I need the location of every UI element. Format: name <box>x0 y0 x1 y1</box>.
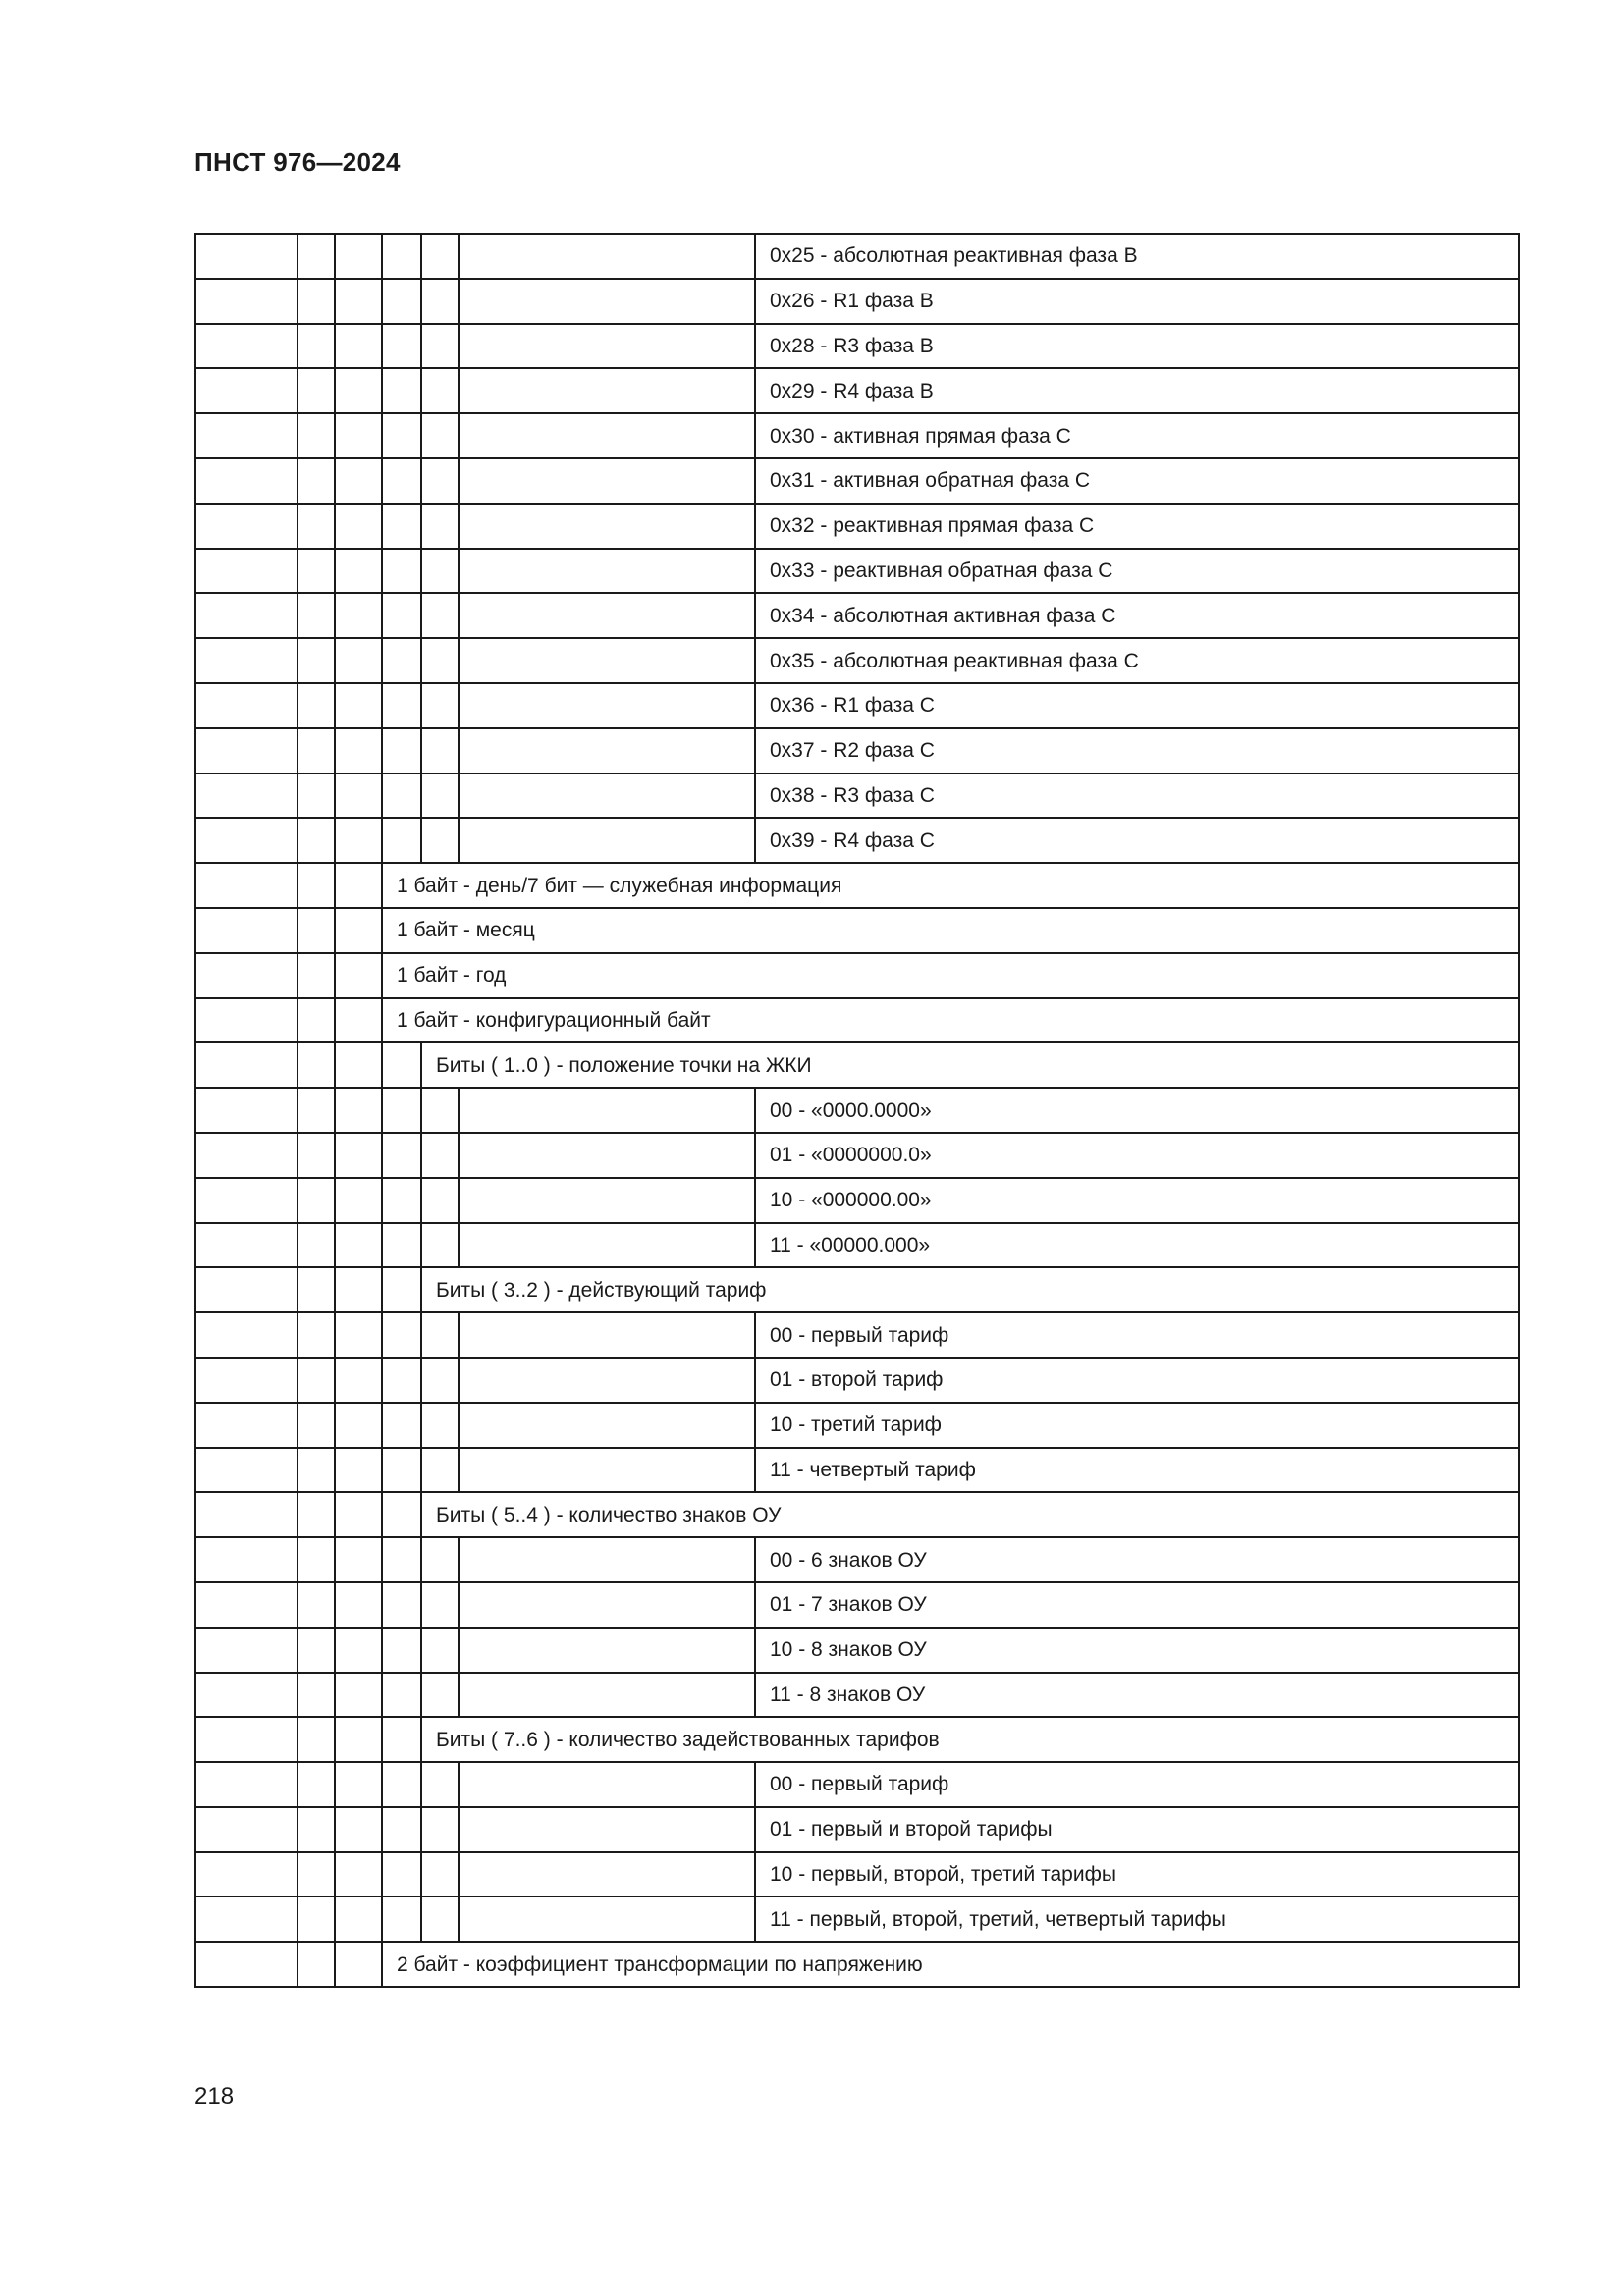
empty-cell <box>298 368 335 413</box>
empty-cell <box>459 1673 755 1718</box>
table-row <box>195 1403 1519 1448</box>
empty-cell <box>459 368 755 413</box>
byte-cell: 1 байт - год <box>382 953 1519 998</box>
empty-cell <box>421 728 459 774</box>
empty-cell <box>335 1312 382 1358</box>
empty-cell <box>382 774 421 819</box>
empty-cell <box>459 593 755 638</box>
empty-cell <box>459 504 755 549</box>
empty-cell <box>195 1312 298 1358</box>
empty-cell <box>382 549 421 594</box>
empty-cell <box>298 458 335 504</box>
empty-cell <box>459 818 755 863</box>
empty-cell <box>335 683 382 728</box>
empty-cell <box>195 1717 298 1762</box>
empty-cell <box>335 1942 382 1987</box>
table-row <box>195 1042 1519 1088</box>
empty-cell <box>195 1358 298 1403</box>
value-cell: 0x29 - R4 фаза B <box>755 368 1519 413</box>
empty-cell <box>298 1852 335 1897</box>
empty-cell <box>335 818 382 863</box>
empty-cell <box>195 908 298 953</box>
empty-cell <box>195 1628 298 1673</box>
empty-cell <box>195 1178 298 1223</box>
empty-cell <box>459 1358 755 1403</box>
empty-cell <box>298 1896 335 1942</box>
table-row <box>195 1942 1519 1987</box>
empty-cell <box>335 1042 382 1088</box>
empty-cell <box>421 1178 459 1223</box>
empty-cell <box>459 279 755 324</box>
empty-cell <box>298 234 335 279</box>
table-row <box>195 1896 1519 1942</box>
empty-cell <box>298 1942 335 1987</box>
value-cell: 11 - 8 знаков ОУ <box>755 1673 1519 1718</box>
empty-cell <box>298 1448 335 1493</box>
document-header: ПНСТ 976—2024 <box>194 147 401 177</box>
empty-cell <box>298 1223 335 1268</box>
value-cell: 0x30 - активная прямая фаза C <box>755 413 1519 458</box>
empty-cell <box>382 1223 421 1268</box>
empty-cell <box>298 1762 335 1807</box>
table-row <box>195 638 1519 683</box>
empty-cell <box>298 549 335 594</box>
table-row <box>195 549 1519 594</box>
empty-cell <box>335 234 382 279</box>
table-row <box>195 1492 1519 1537</box>
empty-cell <box>335 1852 382 1897</box>
empty-cell <box>195 279 298 324</box>
empty-cell <box>421 458 459 504</box>
empty-cell <box>298 1358 335 1403</box>
empty-cell <box>382 234 421 279</box>
empty-cell <box>195 1537 298 1582</box>
value-cell: 10 - третий тариф <box>755 1403 1519 1448</box>
empty-cell <box>195 863 298 908</box>
empty-cell <box>382 1267 421 1312</box>
empty-cell <box>335 638 382 683</box>
table-row <box>195 1628 1519 1673</box>
empty-cell <box>335 1403 382 1448</box>
empty-cell <box>335 593 382 638</box>
empty-cell <box>459 413 755 458</box>
empty-cell <box>195 458 298 504</box>
empty-cell <box>382 324 421 369</box>
empty-cell <box>195 683 298 728</box>
empty-cell <box>195 1403 298 1448</box>
empty-cell <box>195 1133 298 1178</box>
empty-cell <box>335 1673 382 1718</box>
empty-cell <box>382 683 421 728</box>
empty-cell <box>298 1807 335 1852</box>
value-cell: 01 - «0000000.0» <box>755 1133 1519 1178</box>
empty-cell <box>421 1807 459 1852</box>
value-cell: 0x26 - R1 фаза B <box>755 279 1519 324</box>
empty-cell <box>335 368 382 413</box>
empty-cell <box>335 1628 382 1673</box>
empty-cell <box>459 234 755 279</box>
empty-cell <box>335 1133 382 1178</box>
empty-cell <box>421 1896 459 1942</box>
empty-cell <box>382 1358 421 1403</box>
table-row <box>195 1178 1519 1223</box>
empty-cell <box>298 1628 335 1673</box>
empty-cell <box>382 1807 421 1852</box>
table-row <box>195 818 1519 863</box>
value-cell: 11 - «00000.000» <box>755 1223 1519 1268</box>
empty-cell <box>459 1628 755 1673</box>
bits-cell: Биты ( 1..0 ) - положение точки на ЖКИ <box>421 1042 1519 1088</box>
empty-cell <box>421 774 459 819</box>
empty-cell <box>335 728 382 774</box>
empty-cell <box>298 863 335 908</box>
byte-cell: 2 байт - коэффициент трансформации по напряжению <box>382 1942 1519 1987</box>
empty-cell <box>421 1852 459 1897</box>
empty-cell <box>335 1178 382 1223</box>
empty-cell <box>298 279 335 324</box>
empty-cell <box>459 774 755 819</box>
empty-cell <box>382 413 421 458</box>
value-cell: 0x33 - реактивная обратная фаза C <box>755 549 1519 594</box>
empty-cell <box>459 1537 755 1582</box>
empty-cell <box>335 863 382 908</box>
empty-cell <box>382 638 421 683</box>
table-row <box>195 1717 1519 1762</box>
value-cell: 0x37 - R2 фаза C <box>755 728 1519 774</box>
value-cell: 01 - второй тариф <box>755 1358 1519 1403</box>
bits-cell: Биты ( 7..6 ) - количество задействованных тарифов <box>421 1717 1519 1762</box>
empty-cell <box>421 1448 459 1493</box>
empty-cell <box>382 1042 421 1088</box>
empty-cell <box>421 1582 459 1628</box>
empty-cell <box>382 1762 421 1807</box>
value-cell: 00 - «0000.0000» <box>755 1088 1519 1133</box>
value-cell: 0x36 - R1 фаза C <box>755 683 1519 728</box>
empty-cell <box>421 1762 459 1807</box>
empty-cell <box>421 413 459 458</box>
empty-cell <box>298 1133 335 1178</box>
empty-cell <box>335 1762 382 1807</box>
empty-cell <box>335 998 382 1043</box>
empty-cell <box>195 774 298 819</box>
empty-cell <box>421 683 459 728</box>
empty-cell <box>195 234 298 279</box>
empty-cell <box>382 818 421 863</box>
empty-cell <box>382 1537 421 1582</box>
table-row <box>195 279 1519 324</box>
empty-cell <box>382 728 421 774</box>
value-cell: 0x25 - абсолютная реактивная фаза B <box>755 234 1519 279</box>
empty-cell <box>459 1088 755 1133</box>
table-row <box>195 683 1519 728</box>
empty-cell <box>459 1807 755 1852</box>
empty-cell <box>335 504 382 549</box>
empty-cell <box>298 998 335 1043</box>
value-cell: 0x35 - абсолютная реактивная фаза C <box>755 638 1519 683</box>
table-row <box>195 998 1519 1043</box>
empty-cell <box>421 1133 459 1178</box>
empty-cell <box>335 1537 382 1582</box>
empty-cell <box>421 324 459 369</box>
empty-cell <box>382 1312 421 1358</box>
empty-cell <box>298 1088 335 1133</box>
empty-cell <box>298 1403 335 1448</box>
empty-cell <box>195 504 298 549</box>
empty-cell <box>195 1673 298 1718</box>
empty-cell <box>298 324 335 369</box>
empty-cell <box>335 1358 382 1403</box>
table-row <box>195 1267 1519 1312</box>
empty-cell <box>335 1223 382 1268</box>
empty-cell <box>195 1267 298 1312</box>
empty-cell <box>459 728 755 774</box>
table-row <box>195 953 1519 998</box>
empty-cell <box>335 1582 382 1628</box>
table-row <box>195 1807 1519 1852</box>
table-row <box>195 1673 1519 1718</box>
empty-cell <box>195 1896 298 1942</box>
empty-cell <box>459 1133 755 1178</box>
empty-cell <box>195 1088 298 1133</box>
empty-cell <box>195 593 298 638</box>
empty-cell <box>195 1852 298 1897</box>
empty-cell <box>421 1673 459 1718</box>
byte-cell: 1 байт - месяц <box>382 908 1519 953</box>
empty-cell <box>335 1717 382 1762</box>
empty-cell <box>459 1448 755 1493</box>
value-cell: 0x28 - R3 фаза B <box>755 324 1519 369</box>
empty-cell <box>459 458 755 504</box>
empty-cell <box>421 549 459 594</box>
empty-cell <box>421 1312 459 1358</box>
empty-cell <box>382 1133 421 1178</box>
empty-cell <box>421 1537 459 1582</box>
empty-cell <box>298 1312 335 1358</box>
empty-cell <box>382 1582 421 1628</box>
empty-cell <box>298 593 335 638</box>
table-row <box>195 1582 1519 1628</box>
empty-cell <box>382 368 421 413</box>
empty-cell <box>335 549 382 594</box>
empty-cell <box>298 1717 335 1762</box>
empty-cell <box>421 1403 459 1448</box>
empty-cell <box>298 1492 335 1537</box>
empty-cell <box>298 728 335 774</box>
table-row <box>195 1312 1519 1358</box>
empty-cell <box>335 908 382 953</box>
table-row <box>195 458 1519 504</box>
value-cell: 0x34 - абсолютная активная фаза C <box>755 593 1519 638</box>
empty-cell <box>335 1896 382 1942</box>
empty-cell <box>459 638 755 683</box>
byte-cell: 1 байт - конфигурационный байт <box>382 998 1519 1043</box>
value-cell: 0x32 - реактивная прямая фаза C <box>755 504 1519 549</box>
empty-cell <box>421 1628 459 1673</box>
empty-cell <box>382 1448 421 1493</box>
empty-cell <box>421 818 459 863</box>
empty-cell <box>421 1088 459 1133</box>
table-row <box>195 908 1519 953</box>
empty-cell <box>382 1088 421 1133</box>
byte-cell: 1 байт - день/7 бит — служебная информация <box>382 863 1519 908</box>
table-row <box>195 863 1519 908</box>
value-cell: 00 - 6 знаков ОУ <box>755 1537 1519 1582</box>
table-row <box>195 1537 1519 1582</box>
value-cell: 0x39 - R4 фаза C <box>755 818 1519 863</box>
empty-cell <box>335 1088 382 1133</box>
empty-cell <box>382 279 421 324</box>
empty-cell <box>459 1852 755 1897</box>
empty-cell <box>298 413 335 458</box>
empty-cell <box>298 683 335 728</box>
empty-cell <box>459 1762 755 1807</box>
empty-cell <box>298 638 335 683</box>
empty-cell <box>421 368 459 413</box>
empty-cell <box>195 1042 298 1088</box>
spec-table <box>194 233 1520 1988</box>
empty-cell <box>298 953 335 998</box>
value-cell: 01 - первый и второй тарифы <box>755 1807 1519 1852</box>
empty-cell <box>195 324 298 369</box>
value-cell: 10 - 8 знаков ОУ <box>755 1628 1519 1673</box>
table-row <box>195 234 1519 279</box>
page-number: 218 <box>194 2083 235 2109</box>
empty-cell <box>195 1942 298 1987</box>
empty-cell <box>335 413 382 458</box>
empty-cell <box>298 1178 335 1223</box>
empty-cell <box>298 908 335 953</box>
empty-cell <box>382 1178 421 1223</box>
empty-cell <box>459 683 755 728</box>
empty-cell <box>459 1403 755 1448</box>
empty-cell <box>195 413 298 458</box>
empty-cell <box>459 324 755 369</box>
empty-cell <box>421 234 459 279</box>
empty-cell <box>382 504 421 549</box>
empty-cell <box>335 1492 382 1537</box>
table-row <box>195 1088 1519 1133</box>
empty-cell <box>335 774 382 819</box>
empty-cell <box>195 1492 298 1537</box>
empty-cell <box>421 279 459 324</box>
empty-cell <box>195 1762 298 1807</box>
bits-cell: Биты ( 5..4 ) - количество знаков ОУ <box>421 1492 1519 1537</box>
empty-cell <box>382 1852 421 1897</box>
empty-cell <box>459 1223 755 1268</box>
empty-cell <box>421 1358 459 1403</box>
empty-cell <box>335 1448 382 1493</box>
value-cell: 10 - первый, второй, третий тарифы <box>755 1852 1519 1897</box>
empty-cell <box>298 1537 335 1582</box>
empty-cell <box>382 1492 421 1537</box>
value-cell: 00 - первый тариф <box>755 1762 1519 1807</box>
empty-cell <box>382 1403 421 1448</box>
empty-cell <box>298 774 335 819</box>
empty-cell <box>195 1223 298 1268</box>
empty-cell <box>459 549 755 594</box>
table-row <box>195 1762 1519 1807</box>
value-cell: 11 - первый, второй, третий, четвертый тарифы <box>755 1896 1519 1942</box>
table-row <box>195 1448 1519 1493</box>
empty-cell <box>421 593 459 638</box>
empty-cell <box>382 593 421 638</box>
empty-cell <box>195 818 298 863</box>
empty-cell <box>382 1717 421 1762</box>
table-row <box>195 1358 1519 1403</box>
empty-cell <box>335 953 382 998</box>
value-cell: 10 - «000000.00» <box>755 1178 1519 1223</box>
table-row <box>195 413 1519 458</box>
value-cell: 00 - первый тариф <box>755 1312 1519 1358</box>
empty-cell <box>335 458 382 504</box>
empty-cell <box>335 1807 382 1852</box>
empty-cell <box>195 953 298 998</box>
empty-cell <box>335 324 382 369</box>
value-cell: 0x38 - R3 фаза C <box>755 774 1519 819</box>
empty-cell <box>298 504 335 549</box>
empty-cell <box>298 818 335 863</box>
empty-cell <box>335 1267 382 1312</box>
table-row <box>195 1133 1519 1178</box>
empty-cell <box>298 1042 335 1088</box>
table-row <box>195 324 1519 369</box>
table-row <box>195 728 1519 774</box>
table-row <box>195 504 1519 549</box>
value-cell: 01 - 7 знаков ОУ <box>755 1582 1519 1628</box>
empty-cell <box>195 998 298 1043</box>
empty-cell <box>459 1896 755 1942</box>
empty-cell <box>298 1673 335 1718</box>
table-row <box>195 1223 1519 1268</box>
empty-cell <box>298 1582 335 1628</box>
table-row <box>195 1852 1519 1897</box>
empty-cell <box>459 1312 755 1358</box>
empty-cell <box>421 1223 459 1268</box>
empty-cell <box>195 1582 298 1628</box>
empty-cell <box>195 368 298 413</box>
empty-cell <box>195 1807 298 1852</box>
empty-cell <box>421 638 459 683</box>
table-row <box>195 368 1519 413</box>
value-cell: 0x31 - активная обратная фаза C <box>755 458 1519 504</box>
empty-cell <box>459 1178 755 1223</box>
empty-cell <box>195 728 298 774</box>
value-cell: 11 - четвертый тариф <box>755 1448 1519 1493</box>
empty-cell <box>382 1896 421 1942</box>
empty-cell <box>382 1673 421 1718</box>
empty-cell <box>421 504 459 549</box>
empty-cell <box>195 638 298 683</box>
empty-cell <box>335 279 382 324</box>
table-row <box>195 774 1519 819</box>
empty-cell <box>459 1582 755 1628</box>
table-row <box>195 593 1519 638</box>
bits-cell: Биты ( 3..2 ) - действующий тариф <box>421 1267 1519 1312</box>
empty-cell <box>195 549 298 594</box>
empty-cell <box>382 458 421 504</box>
empty-cell <box>195 1448 298 1493</box>
empty-cell <box>382 1628 421 1673</box>
empty-cell <box>298 1267 335 1312</box>
